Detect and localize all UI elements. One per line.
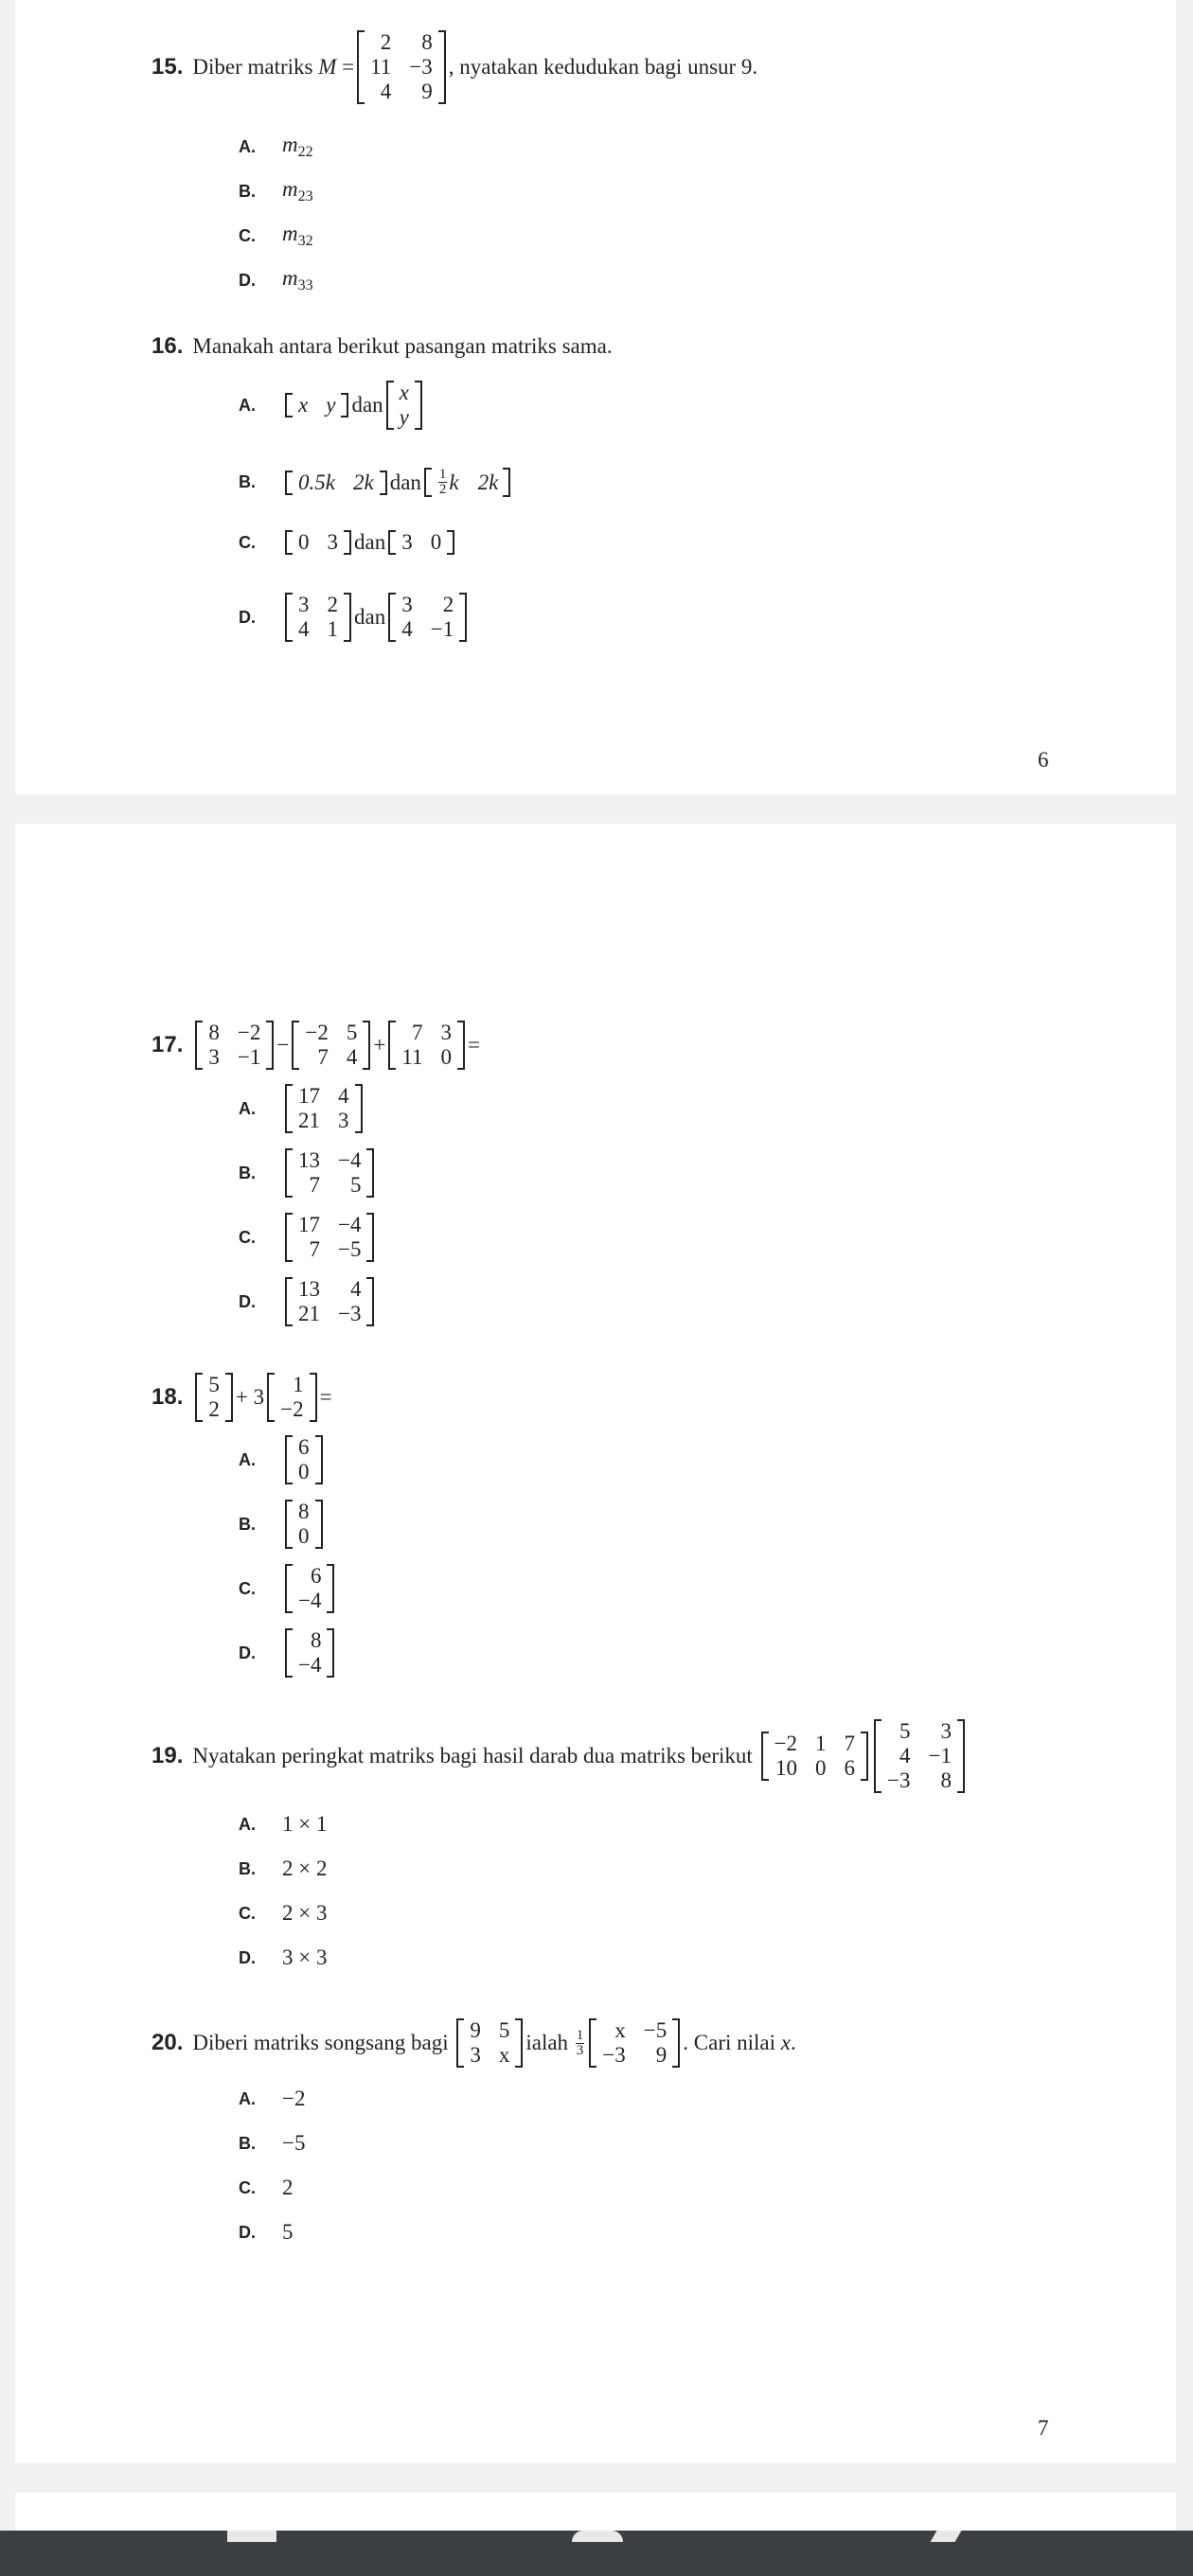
matrix-cell: 6 (298, 1435, 310, 1459)
matrix-cell: 7 (844, 1732, 856, 1755)
vector-1 (195, 1373, 233, 1422)
matrix-cell: 5 (208, 1373, 220, 1396)
dan-text: dan (351, 393, 383, 417)
matrix-cell: 9 (470, 2018, 481, 2042)
option-b[interactable] (239, 177, 313, 205)
option-value: 5 (282, 2220, 294, 2244)
matrix-cell: 11 (370, 55, 392, 79)
option-letter: D. (239, 607, 256, 627)
matrix-cell: −2 (774, 1732, 798, 1755)
matrix-3 (388, 1021, 465, 1070)
option-value: 2 (282, 2176, 294, 2199)
question-text-end: . Cari nilai (683, 2031, 775, 2054)
option-letter: A. (239, 136, 256, 156)
option-letter: B. (239, 1858, 256, 1878)
minus-sign: − (276, 1033, 290, 1057)
question-text: Nyatakan peringkat matriks bagi hasil darab dua matriks berikut (192, 1744, 753, 1768)
matrix-cell: 5 (349, 1173, 362, 1197)
matrix-name: M (318, 55, 337, 79)
option-a[interactable] (239, 1435, 326, 1484)
question-number: 18. (151, 1384, 184, 1410)
matrix-cell: 3 (298, 593, 310, 616)
matrix-cell: 2 (380, 30, 392, 54)
option-d[interactable] (239, 593, 470, 642)
menu-icon[interactable] (227, 2531, 276, 2542)
option-matrix (285, 1148, 374, 1198)
matrix-cell: 2 (442, 593, 454, 616)
option-matrix (285, 1435, 323, 1484)
variable-x: x (780, 2031, 791, 2054)
option-letter: D. (239, 270, 256, 290)
matrix-M (357, 30, 446, 104)
matrix-cell: 4 (380, 80, 392, 103)
matrix-1 (195, 1021, 274, 1070)
matrix-cell: x (614, 2018, 626, 2042)
option-value: $m_{23}$ (282, 177, 313, 204)
matrix-cell: 3 (338, 1109, 349, 1132)
page-6 (15, 0, 1176, 794)
option-c[interactable] (239, 530, 457, 555)
option-c[interactable] (239, 1901, 327, 1926)
option-c[interactable] (239, 2176, 294, 2200)
row-matrix (285, 471, 387, 495)
option-a[interactable] (239, 2087, 305, 2111)
option-letter: D. (239, 1947, 256, 1967)
option-value: 3 × 3 (282, 1945, 328, 1969)
column-matrix (386, 381, 422, 430)
question-number: 15. (151, 54, 184, 80)
matrix-cell: −3 (602, 2043, 626, 2067)
option-letter: C. (239, 2177, 256, 2197)
option-value: 2 × 2 (282, 1856, 328, 1880)
option-letter: C. (239, 1903, 256, 1923)
vector-2 (267, 1373, 316, 1422)
back-icon[interactable] (931, 2531, 962, 2542)
option-b[interactable] (239, 1500, 326, 1549)
matrix-cell: 7 (317, 1045, 329, 1069)
option-value: 2 × 3 (282, 1901, 328, 1925)
matrix-cell: −2 (305, 1021, 329, 1044)
option-letter: D. (239, 1643, 256, 1662)
matrix-cell: 17 (298, 1213, 320, 1236)
matrix-2 (292, 1021, 370, 1070)
option-letter: B. (239, 1163, 256, 1182)
matrix-cell: 3 (401, 530, 413, 554)
option-letter: C. (239, 532, 256, 552)
question-20: 20. Diberi matriks songsang bagi 9 5 3 x ialah $\frac{1}{3}$ x −5 −3 9 . Cari nilai x . (151, 2018, 796, 2067)
option-d[interactable] (239, 1628, 337, 1678)
matrix-cell: 4 (346, 1045, 358, 1069)
option-letter: A. (239, 1449, 256, 1469)
plus-sign: + (373, 1033, 386, 1057)
matrix-cell: 0 (815, 1756, 827, 1780)
matrix-cell: 1 (815, 1732, 827, 1755)
option-d[interactable] (239, 2220, 294, 2245)
option-matrix (285, 1277, 374, 1326)
matrix-cell: −2 (280, 1397, 304, 1421)
matrix-cell: y (399, 405, 409, 429)
option-a[interactable] (239, 133, 313, 161)
viewer-toolbar (0, 2531, 1193, 2576)
matrix-A (456, 2018, 523, 2068)
matrix-cell: x (298, 393, 309, 417)
option-d[interactable] (239, 1277, 377, 1326)
matrix-cell: 2 (208, 1397, 220, 1421)
option-letter: A. (239, 2088, 256, 2108)
row-matrix (285, 530, 351, 555)
option-matrix (285, 1500, 323, 1549)
matrix-cell: 0 (298, 1460, 310, 1483)
row-matrix (388, 530, 454, 555)
matrix-3x2 (874, 1719, 965, 1793)
option-letter: B. (239, 2133, 256, 2153)
matrix-cell: 4 (298, 617, 310, 641)
matrix-cell: −4 (338, 1148, 362, 1172)
matrix-cell: −1 (237, 1045, 261, 1069)
equals-sign: = (467, 1033, 480, 1057)
question-number: 20. (151, 2030, 184, 2055)
question-17 (151, 1021, 480, 1070)
question-text: Diberi matriks songsang bagi (192, 2031, 449, 2054)
dan-text: dan (354, 605, 386, 629)
matrix-cell: 4 (338, 1084, 349, 1108)
matrix-right (388, 593, 467, 642)
matrix-cell: −1 (430, 617, 454, 641)
option-c[interactable] (239, 222, 313, 250)
option-matrix (285, 1628, 334, 1678)
option-b[interactable] (239, 1856, 327, 1881)
matrix-inverse (589, 2018, 680, 2068)
matrix-cell: 9 (421, 80, 433, 103)
dan-text: dan (389, 470, 421, 494)
matrix-cell: 0 (298, 530, 310, 554)
matrix-cell: 17 (298, 1084, 320, 1108)
option-letter: A. (239, 1098, 256, 1118)
row-matrix (285, 393, 348, 417)
option-letter: B. (239, 181, 256, 201)
matrix-cell: −3 (409, 55, 433, 79)
option-letter: B. (239, 472, 256, 491)
ialah-text: ialah (525, 2031, 569, 2054)
matrix-2x3 (761, 1732, 868, 1781)
matrix-cell: 7 (309, 1237, 320, 1261)
matrix-cell: 8 (421, 30, 433, 54)
matrix-cell: 0 (430, 530, 442, 554)
matrix-cell: 4 (401, 617, 413, 641)
option-b[interactable] (239, 468, 513, 497)
matrix-cell: 2k (352, 470, 374, 494)
matrix-cell: 8 (940, 1768, 953, 1792)
matrix-cell: 0 (440, 1045, 452, 1069)
option-letter: A. (239, 395, 256, 415)
dan-text: dan (354, 530, 386, 554)
option-value: −2 (282, 2087, 306, 2110)
option-letter: C. (239, 225, 256, 245)
question-18 (151, 1373, 332, 1422)
matrix-cell: −4 (298, 1589, 322, 1612)
option-d[interactable] (239, 1945, 327, 1970)
matrix-cell: 7 (309, 1173, 320, 1197)
matrix-cell: 3 (440, 1021, 452, 1044)
question-19 (151, 1719, 968, 1793)
equals-sign: = (319, 1385, 332, 1409)
matrix-cell: 3 (401, 593, 413, 616)
matrix-cell: 5 (498, 2018, 510, 2042)
option-a[interactable] (239, 381, 425, 430)
matrix-cell: 11 (401, 1045, 423, 1069)
matrix-cell: 8 (298, 1500, 310, 1523)
matrix-cell: x (498, 2043, 510, 2067)
home-icon[interactable] (572, 2531, 623, 2542)
matrix-cell: 1 (327, 617, 338, 641)
matrix-cell: 3 (208, 1045, 220, 1069)
option-letter: A. (239, 1814, 256, 1834)
matrix-cell: 3 (327, 530, 338, 554)
question-15 (151, 30, 757, 104)
option-a[interactable] (239, 1084, 365, 1133)
matrix-cell: 2 (327, 593, 338, 616)
matrix-cell: −4 (298, 1653, 322, 1677)
matrix-cell: 13 (298, 1277, 320, 1301)
plus-scalar: + 3 (235, 1385, 265, 1409)
question-number: 19. (151, 1743, 184, 1768)
option-letter: D. (239, 2222, 256, 2242)
matrix-cell: x (399, 381, 409, 404)
matrix-cell: 6 (310, 1564, 322, 1588)
fraction: $\frac{1}{2}$ (438, 467, 447, 497)
row-matrix-fraction: $\frac{1}{2}$ k 2k (424, 468, 510, 497)
matrix-cell: −3 (338, 1302, 362, 1325)
matrix-cell: 8 (208, 1021, 220, 1044)
matrix-cell: −5 (338, 1237, 362, 1261)
option-c[interactable] (239, 1213, 377, 1262)
option-matrix (285, 1084, 363, 1133)
matrix-cell: 5 (346, 1021, 358, 1044)
matrix-cell: 10 (775, 1756, 798, 1780)
fraction: $\frac{1}{3}$ (576, 2027, 584, 2058)
option-value: $m_{33}$ (282, 266, 313, 293)
question-number: 16. (151, 333, 184, 359)
option-letter: C. (239, 1578, 256, 1598)
matrix-cell: 1 (293, 1373, 304, 1396)
option-value: $m_{22}$ (282, 133, 313, 160)
option-letter: B. (239, 1514, 256, 1534)
option-d[interactable] (239, 266, 313, 294)
option-matrix (285, 1564, 334, 1613)
matrix-cell: 7 (411, 1021, 423, 1044)
option-letter: D. (239, 1291, 256, 1311)
matrix-cell: −5 (643, 2018, 668, 2042)
matrix-cell: 8 (310, 1628, 322, 1652)
matrix-cell: −4 (338, 1213, 362, 1236)
matrix-left (285, 593, 351, 642)
matrix-cell: 5 (899, 1719, 911, 1743)
page-7 (15, 824, 1176, 2463)
next-page-edge (15, 2493, 1176, 2531)
question-text: Manakah antara berikut pasangan matriks sama. (192, 334, 613, 358)
option-value: $m_{32}$ (282, 222, 313, 249)
option-value: −5 (282, 2131, 306, 2155)
matrix-cell: 3 (470, 2043, 481, 2067)
page-number: 7 (1038, 2416, 1049, 2440)
matrix-cell: 6 (844, 1756, 856, 1780)
matrix-cell: −2 (237, 1021, 261, 1044)
question-text: Diber matriks (192, 55, 313, 79)
matrix-cell: −3 (887, 1768, 911, 1792)
question-text-end: , nyatakan kedudukan bagi unsur 9. (448, 55, 758, 79)
option-letter: C. (239, 1227, 256, 1247)
matrix-cell: 4 (899, 1744, 911, 1768)
matrix-cell: 9 (655, 2043, 668, 2067)
option-value: 1 × 1 (282, 1812, 328, 1836)
matrix-cell: 0 (298, 1524, 310, 1548)
option-matrix (285, 1213, 374, 1262)
matrix-cell: 13 (298, 1148, 320, 1172)
option-b[interactable] (239, 2131, 305, 2156)
matrix-cell: 3 (940, 1719, 953, 1743)
option-b[interactable] (239, 1148, 377, 1198)
option-a[interactable] (239, 1812, 327, 1837)
question-number: 17. (151, 1032, 184, 1057)
equals-sign: = (342, 55, 355, 79)
matrix-cell: 21 (298, 1302, 320, 1325)
matrix-cell: y (326, 393, 336, 417)
matrix-cell: 21 (298, 1109, 320, 1132)
option-c[interactable] (239, 1564, 337, 1613)
matrix-cell: 4 (349, 1277, 362, 1301)
matrix-cell: −1 (928, 1744, 953, 1768)
question-16 (151, 333, 613, 360)
matrix-cell: 0.5k (298, 470, 335, 494)
page-number: 6 (1038, 748, 1049, 772)
